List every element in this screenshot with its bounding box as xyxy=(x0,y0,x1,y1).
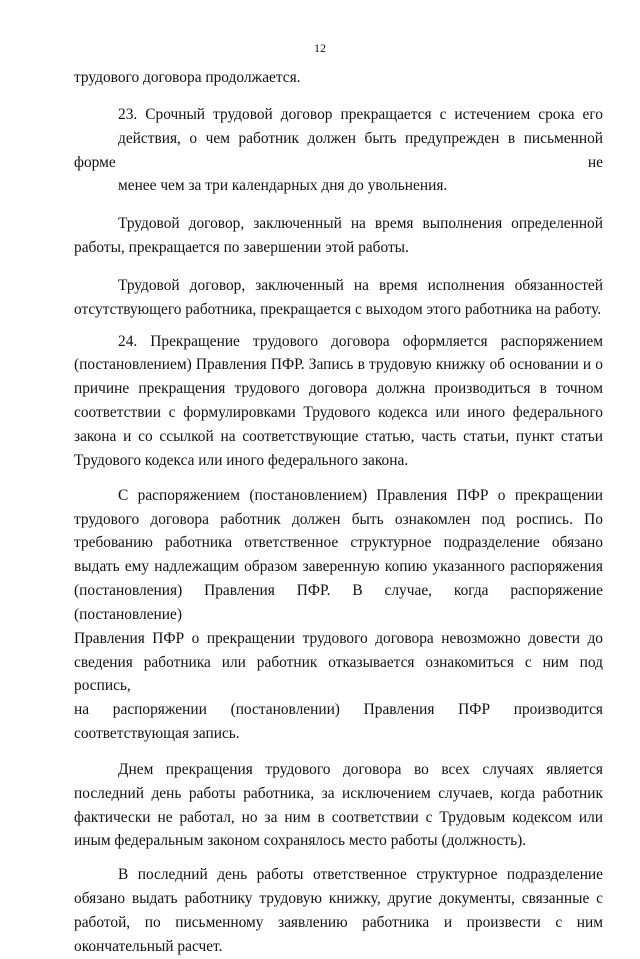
document-body xyxy=(74,66,603,959)
page-number: 12 xyxy=(314,41,326,55)
text-line: выдать ему надлежащим образом заверенную копию указанного распоряжения xyxy=(74,558,603,576)
text-line: Трудовой договор, заключенный на время исполнения обязанностей xyxy=(118,276,603,294)
text-line: 24. Прекращение трудового договора оформляется распоряжением xyxy=(118,332,603,350)
text-line: Правления ПФР о прекращении трудового договора невозможно довести до xyxy=(74,629,603,647)
text-line: отсутствующего работника, прекращается с выходом этого работника на работу. xyxy=(74,300,602,318)
text-line: причине прекращения трудового договора должна производиться в точном xyxy=(74,380,603,398)
text-line: окончательный расчет. xyxy=(74,937,223,955)
paragraph-last-day xyxy=(74,863,603,958)
text-line: менее чем за три календарных дня до увольнения. xyxy=(118,177,448,195)
text-line: 23. Срочный трудовой договор прекращается с истечением срока его xyxy=(118,105,603,123)
text-line: работы, прекращается по завершении этой работы. xyxy=(74,239,409,257)
paragraph-continuation xyxy=(74,66,603,90)
paragraph-gap xyxy=(74,198,603,212)
text-line: соответствии с формулировками Трудового кодекса или иного федерального xyxy=(74,404,603,422)
paragraph-termination-day xyxy=(74,758,603,853)
paragraph-gap xyxy=(74,322,603,330)
paragraph-gap xyxy=(74,853,603,863)
text-line: С распоряжением (постановлением) Правления ПФР о прекращении xyxy=(118,486,603,504)
paragraph-item-24 xyxy=(74,330,603,473)
paragraph-gap xyxy=(74,260,603,274)
text-line: закона и со ссылкой на соответствующие статью, часть статьи, пункт статьи xyxy=(74,427,603,445)
text-line: трудового договора работник должен быть ознакомлен под роспись. По xyxy=(74,510,603,528)
paragraph-gap xyxy=(74,746,603,758)
paragraph-gap xyxy=(74,90,603,103)
text-line: иным федеральным законом сохранялось место работы (должность). xyxy=(74,832,527,850)
text-line: фактически не работал, но за ним в соответствии с Трудовым кодексом или xyxy=(74,808,603,826)
text-line: последний день работы работника, за исключением случаев, когда работник xyxy=(74,784,603,802)
paragraph-fixed-term-work xyxy=(74,212,603,260)
text-line: В последний день работы ответственное структурное подразделение xyxy=(118,866,603,884)
text-line: (постановлением) Правления ПФР. Запись в трудовую книжку об основании и о xyxy=(74,356,603,374)
text-line: работой, по письменному заявлению работника и произвести с ним xyxy=(74,914,603,931)
text-line: Днем прекращения трудового договора во всех случаях является xyxy=(118,760,603,778)
text-line: Трудовой договор, заключенный на время выполнения определенной xyxy=(118,215,603,233)
text-line: требованию работника ответственное структурное подразделение обязано xyxy=(74,534,603,552)
text-line: (постановления) Правления ПФР. В случае, когда распоряжение (постановление) xyxy=(74,582,603,623)
text-line: сведения работника или работник отказывается ознакомиться с ним под роспись, xyxy=(74,653,603,695)
text-line: обязано выдать работнику трудовую книжку, другие документы, связанные с xyxy=(74,890,603,908)
paragraph-item-23 xyxy=(74,103,603,198)
text-line: действия, о чем работник должен быть предупрежден в письменной форме не xyxy=(74,129,603,171)
text-line: Трудового кодекса или иного федерального закона. xyxy=(74,451,409,469)
paragraph-gap xyxy=(74,473,603,484)
paragraph-absent-employee xyxy=(74,274,603,322)
paragraph-acquaintance xyxy=(74,484,603,746)
text-line: трудового договора продолжается. xyxy=(74,69,301,86)
text-line: соответствующая запись. xyxy=(74,725,240,743)
text-line: на распоряжении (постановлении) Правления ПФР производится xyxy=(74,701,603,719)
